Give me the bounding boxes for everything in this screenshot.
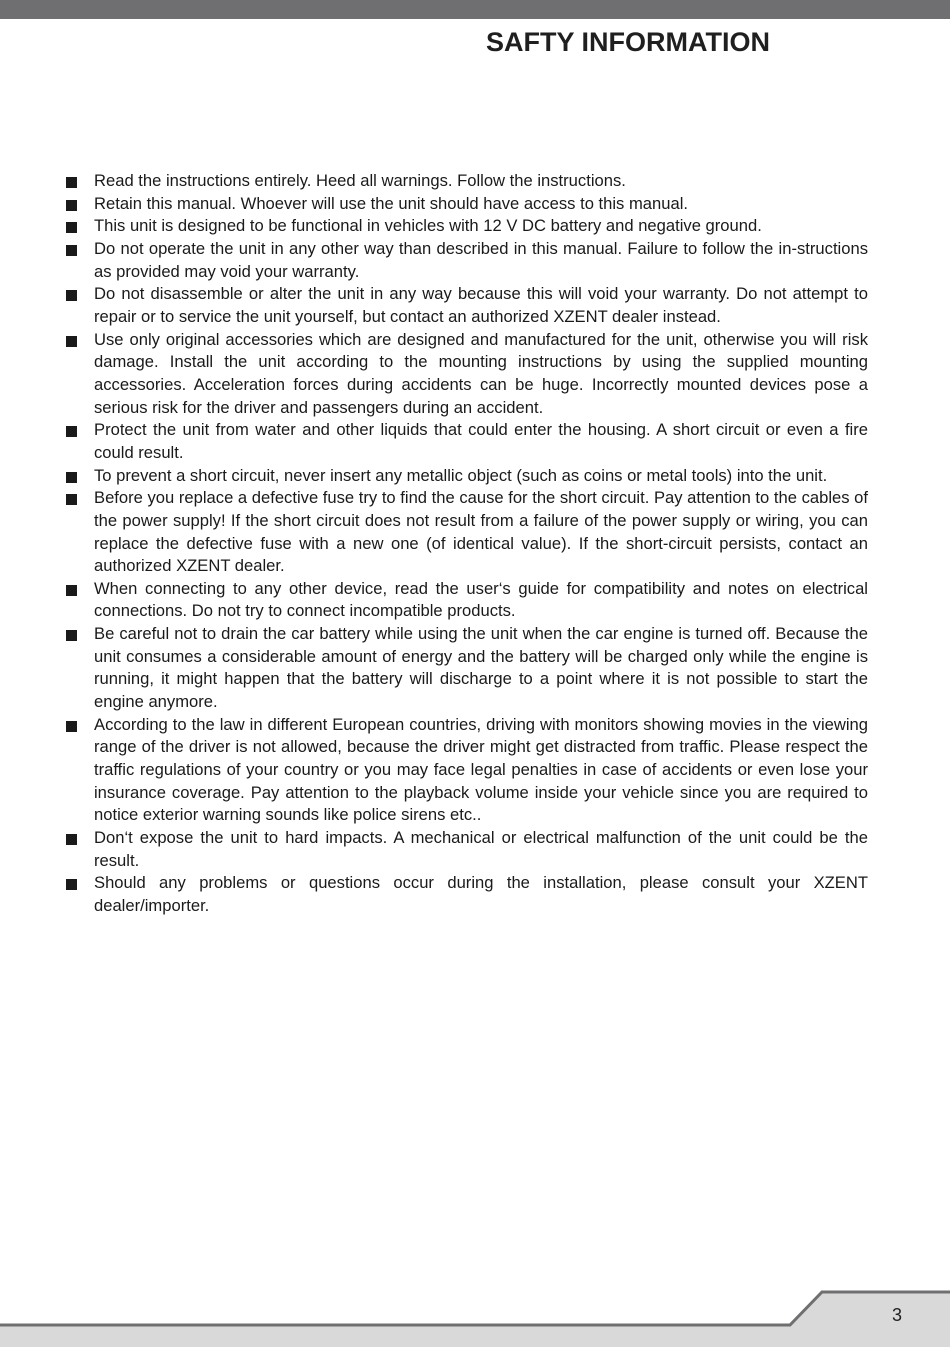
list-item — [66, 872, 868, 917]
list-item — [66, 215, 868, 238]
list-item — [66, 283, 868, 328]
footer-decoration — [0, 1290, 950, 1347]
list-item-text: Read the instructions entirely. Heed all warnings. Follow the instructions. — [94, 171, 626, 190]
footer-page-tab — [0, 1292, 950, 1347]
square-bullet-icon — [66, 721, 77, 732]
square-bullet-icon — [66, 834, 77, 845]
list-item-text: Don‘t expose the unit to hard impacts. A mechanical or electrical malfunction of the unit could be the result. — [94, 828, 868, 870]
list-item — [66, 170, 868, 193]
list-item — [66, 578, 868, 623]
list-item-text: Use only original accessories which are designed and manufactured for the unit, otherwise you will risk damage. Install the unit according to the mounting instructions by using the supplied mounting accessories. Acceleration forces during accidents can be huge. Incorrectly mounted devices pose a serious risk for the driver and passengers during an accident. — [94, 329, 868, 417]
square-bullet-icon — [66, 494, 77, 505]
square-bullet-icon — [66, 879, 77, 890]
square-bullet-icon — [66, 222, 77, 233]
list-item-text: When connecting to any other device, read the user‘s guide for compatibility and notes on electrical connections. Do not try to connect incompatible products. — [94, 578, 868, 621]
list-item-text: Protect the unit from water and other liquids that could enter the housing. A short circuit or even a fire could result. — [94, 420, 868, 462]
list-item-text: Do not disassemble or alter the unit in any way because this will void your warranty. Do not attempt to repair or to service the unit yourself, but contact an authorized XZENT dealer instead. — [94, 284, 868, 326]
list-item — [66, 714, 868, 827]
square-bullet-icon — [66, 290, 77, 301]
list-item-text: To prevent a short circuit, never insert any metallic object (such as coins or metal tools) into the unit. — [94, 465, 828, 485]
list-item-text: Should any problems or questions occur during the installation, please consult your XZENT dealer/importer. — [94, 873, 868, 915]
list-item — [66, 623, 868, 714]
list-item — [66, 193, 868, 216]
square-bullet-icon — [66, 245, 77, 256]
page-title: SAFTY INFORMATION — [486, 27, 770, 57]
square-bullet-icon — [66, 177, 77, 188]
list-item-text: According to the law in different European countries, driving with monitors showing movies in the viewing range of the driver is not allowed, because the driver might get distracted from traffic. Please respect the traffic regulations of your country or you may face legal penalties in case of accidents or even lose your insurance coverage. Pay attention to the playback volume inside your vehicle since you are required to notice exterior warning sounds like police sirens etc.. — [94, 714, 868, 825]
square-bullet-icon — [66, 630, 77, 641]
list-item-text: This unit is designed to be functional in vehicles with 12 V DC battery and negative ground. — [94, 216, 762, 236]
square-bullet-icon — [66, 585, 77, 596]
list-item — [66, 329, 868, 420]
header-bar — [0, 0, 950, 19]
list-item — [66, 465, 868, 488]
list-item-text: Do not operate the unit in any other way than described in this manual. Failure to follow the in-structions as provided may void your warranty. — [94, 238, 868, 281]
list-item-text: Before you replace a defective fuse try to find the cause for the short circuit. Pay attention to the cables of the power supply! If the short circuit does not result from a failure of the power supply or wiring, you can replace the defective fuse with a new one (of identical value). If the short-circuit persists, contact an authorized XZENT dealer. — [94, 488, 868, 576]
list-item-text: Retain this manual. Whoever will use the unit should have access to this manual. — [94, 193, 688, 213]
list-item-text: Be careful not to drain the car battery while using the unit when the car engine is turned off. Because the unit consumes a considerable amount of energy and the battery will be charged only while the engine is running, it might happen that the battery will discharge to a point where it is not possible to start the engine anymore. — [94, 624, 868, 712]
list-item — [66, 827, 868, 872]
square-bullet-icon — [66, 336, 77, 347]
square-bullet-icon — [66, 472, 77, 483]
square-bullet-icon — [66, 426, 77, 437]
page-number: 3 — [892, 1305, 903, 1325]
list-item — [66, 238, 868, 283]
square-bullet-icon — [66, 200, 77, 211]
safety-instructions-list — [66, 170, 868, 918]
list-item — [66, 419, 868, 464]
list-item — [66, 487, 868, 578]
